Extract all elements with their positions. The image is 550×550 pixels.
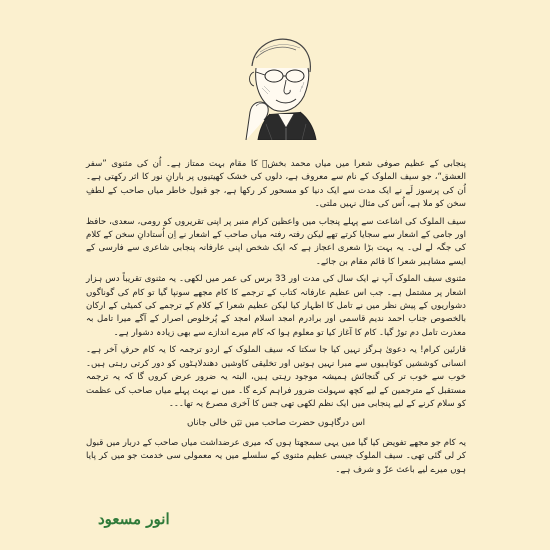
- paragraph-intro: پنجابی کے عظیم صوفی شعرا میں میاں محمد بخشؒ کا مقام بہت ممتاز ہے۔ اُن کی مثنوی ”سفر العشق“، جو سیف الملوک کے نام سے معروف ہے، دلوں کی خشک کھیتیوں پر بارانِ نور کا اثر رکھتی ہے۔ اُن کی پرسوز لَے نے ایک مدت سے ایک دنیا کو مسحور کر رکھا ہے، جو قبول خاطر میاں صاحب کے لطفِ سخن کو ملا ہے، اُس کی مثال نہیں ملتی۔: [86, 159, 466, 210]
- author-signature: انور مسعود: [98, 510, 170, 528]
- paragraph-disclaimer: قارئین کرام! یہ دعویٰ ہرگز نہیں کیا جا سکتا کہ سیف الملوک کے اردو ترجمہ کا یہ کام حرفِ آخر ہے۔ انسانی کوششیں کوتاہیوں سے مبرا نہیں ہوتیں اور تخلیقی کاوشیں دھندلاہٹوں کو دور کرتی رہتی ہیں۔ خوب سے خوب تر کی گنجائش ہمیشہ موجود رہتی ہیں، البتہ یہ ضرور عرض کروں گا کہ یہ ترجمہ مستقبل کے مترجمین کے لیے کچھ سہولت ضرور فراہم کرے گا۔ میں نے بہت پہلے میاں صاحب کی عظمت کو سلام کرنے کے لیے پنجابی میں ایک نظم لکھی تھی جس کا آخری مصرع یہ تھا۔۔۔: [86, 345, 466, 409]
- preface-text: [86, 158, 466, 478]
- verse-line: اس درگاہوں حضرت صاحب میں تیَں خالی جاناں: [186, 418, 366, 429]
- paragraph-translation: مثنوی سیف الملوک آپ نے ایک سال کی مدت اور 33 برس کی عمر میں لکھی۔ یہ مثنوی تقریباً دس ہزار اشعار پر مشتمل ہے۔ جب اس عظیم عارفانہ کتاب کے ترجمے کا کام مجھے سونپا گیا تو کام کی گوناگوں دشواریوں کے پیش نظر میں نے تامل کا اظہار کیا لیکن عظیم شعرا کے کلام کے ترجمے کی کمیٹی کے ارکان بالخصوص جناب احمد ندیم قاسمی اور برادرم امجد اسلام امجد کے پُرخلوص اصرار کے آگے میرا تامل بہ معذرت تامل دم توڑ گیا۔ کام کا آغاز کیا تو معلوم ہوا کہ کام میرے اندازے سے بھی زیادہ دشوار ہے۔: [86, 274, 466, 338]
- paragraph-closing: یہ کام جو مجھے تفویض کیا گیا میں یہی سمجھتا ہوں کہ میری عرضداشت میاں صاحب کے دربار میں قبول کر لی گئی تھی۔ سیف الملوک جیسی عظیم مثنوی کے سلسلے میں یہ معمولی سی خدمت جو میں کر پایا ہوں میرے لیے باعث عزّ و شرف ہے۔: [86, 437, 466, 475]
- pen-sketch-portrait-icon: [216, 28, 332, 140]
- paragraph-influence: سیف الملوک کی اشاعت سے پہلے پنجاب میں واعظین کرام منبر پر اپنی تقریروں کو رومی، سعدی، حافظ اور جامی کے اشعار سے سجایا کرتے تھے لیکن رفتہ رفتہ میاں صاحب کے اشعار نے اِن اُستادانِ سخن کے کلام کی جگہ لے لی۔ یہ بہت بڑا شعری اعجاز ہے کہ ایک شخص اپنی عارفانہ پنجابی شاعری سے فارسی کے ایسے مشاہیر شعرا کا قائم مقام بن جائے۔: [86, 216, 466, 267]
